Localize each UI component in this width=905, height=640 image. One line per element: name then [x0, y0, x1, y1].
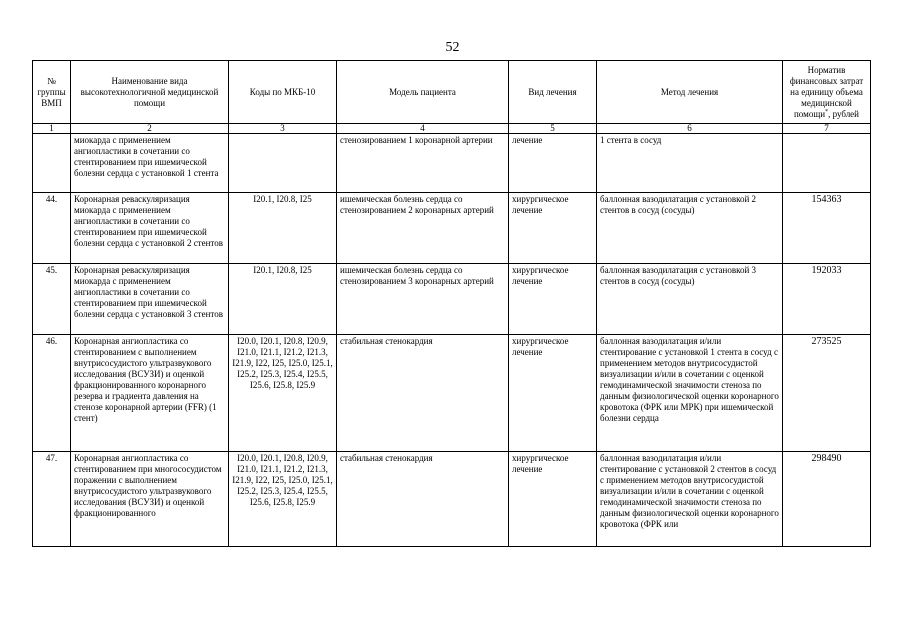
- cell-group: [33, 134, 71, 193]
- header-cost-unit: , рублей: [828, 108, 859, 119]
- cell-icd-codes: I20.1, I20.8, I25: [229, 193, 337, 264]
- cell-cost: 273525: [783, 335, 871, 452]
- header-row: [33, 61, 871, 124]
- column-number-row: [33, 124, 871, 134]
- cell-cost: 192033: [783, 264, 871, 335]
- cell-treatment-method: баллонная вазодилатация с установкой 2 стентов в сосуд (сосуды): [597, 193, 783, 264]
- header-cost-standard: [783, 61, 871, 124]
- header-treatment-method: Метод лечения: [597, 61, 783, 124]
- column-number: 6: [597, 124, 783, 134]
- header-treatment-type: Вид лечения: [509, 61, 597, 124]
- cell-group: 44.: [33, 193, 71, 264]
- table-row: [33, 452, 871, 547]
- column-number: 3: [229, 124, 337, 134]
- cell-treatment-type: лечение: [509, 134, 597, 193]
- column-number: 5: [509, 124, 597, 134]
- cell-patient-model: ишемическая болезнь сердца со стенозированием 2 коронарных артерий: [337, 193, 509, 264]
- cell-patient-model: ишемическая болезнь сердца со стенозированием 3 коронарных артерий: [337, 264, 509, 335]
- cell-cost: 154363: [783, 193, 871, 264]
- cell-treatment-type: хирургическое лечение: [509, 264, 597, 335]
- table-row: [33, 193, 871, 264]
- cell-patient-model: стенозированием 1 коронарной артерии: [337, 134, 509, 193]
- cell-icd-codes: I20.0, I20.1, I20.8, I20.9, I21.0, I21.1, I21.2, I21.3, I21.9, I22, I25, I25.0, I25.1, I25.2, I25.3, I25.4, I25.5, I25.6, I25.8, I25.9: [229, 335, 337, 452]
- cell-icd-codes: I20.1, I20.8, I25: [229, 264, 337, 335]
- cell-treatment-method: баллонная вазодилатация и/или стентирование с установкой 2 стентов в сосуд с применением методов внутрисосудистой визуализации и/или в сочетании с оценкой гемодинамической значимости стеноза по данным физиологической оценки коронарного кровотока (ФРК или: [597, 452, 783, 547]
- cell-icd-codes: [229, 134, 337, 193]
- cell-treatment-method: 1 стента в сосуд: [597, 134, 783, 193]
- cell-group: 46.: [33, 335, 71, 452]
- header-cost-text: Норматив финансовых затрат на единицу объема медицинской помощи: [789, 64, 864, 119]
- cell-care-type: миокарда с применением ангиопластики в сочетании со стентированием при ишемической болезни сердца с установкой 1 стента: [71, 134, 229, 193]
- column-number: 2: [71, 124, 229, 134]
- header-icd-codes: Коды по МКБ-10: [229, 61, 337, 124]
- table-row: [33, 335, 871, 452]
- cell-patient-model: стабильная стенокардия: [337, 452, 509, 547]
- table-row: [33, 264, 871, 335]
- cell-patient-model: стабильная стенокардия: [337, 335, 509, 452]
- cell-treatment-type: хирургическое лечение: [509, 193, 597, 264]
- cell-cost: 298490: [783, 452, 871, 547]
- column-number: 7: [783, 124, 871, 134]
- cell-treatment-type: хирургическое лечение: [509, 452, 597, 547]
- cell-treatment-method: баллонная вазодилатация с установкой 3 стентов в сосуд (сосуды): [597, 264, 783, 335]
- cell-care-type: Коронарная ангиопластика со стентированием при многососудистом поражении с выполнением внутрисосудистого ультразвукового исследования (ВСУЗИ) и оценкой фракционированного: [71, 452, 229, 547]
- header-care-type: Наименование вида высокотехнологичной медицинской помощи: [71, 61, 229, 124]
- cell-care-type: Коронарная реваскуляризация миокарда с применением ангиопластики в сочетании со стентированием при ишемической болезни сердца с установкой 3 стентов: [71, 264, 229, 335]
- header-group-number: № группы ВМП: [33, 61, 71, 124]
- table-row: [33, 134, 871, 193]
- cell-group: 45.: [33, 264, 71, 335]
- header-cost-footnote-mark: *: [825, 108, 829, 115]
- vmp-table: [32, 60, 871, 547]
- cell-icd-codes: I20.0, I20.1, I20.8, I20.9, I21.0, I21.1, I21.2, I21.3, I21.9, I22, I25, I25.0, I25.1, I25.2, I25.3, I25.4, I25.5, I25.6, I25.8, I25.9: [229, 452, 337, 547]
- cell-group: 47.: [33, 452, 71, 547]
- cell-treatment-method: баллонная вазодилатация и/или стентирование с установкой 1 стента в сосуд с применением методов внутрисосудистой визуализации и/или в сочетании с оценкой гемодинамической значимости стеноза по данным физиологической оценки коронарного кровотока (ФРК или МРК) при ишемической болезни сердца: [597, 335, 783, 452]
- cell-care-type: Коронарная реваскуляризация миокарда с применением ангиопластики в сочетании со стентированием при ишемической болезни сердца с установкой 2 стентов: [71, 193, 229, 264]
- page-number: 52: [445, 40, 460, 55]
- cell-treatment-type: хирургическое лечение: [509, 335, 597, 452]
- cell-cost: [783, 134, 871, 193]
- header-patient-model: Модель пациента: [337, 61, 509, 124]
- column-number: 1: [33, 124, 71, 134]
- column-number: 4: [337, 124, 509, 134]
- cell-care-type: Коронарная ангиопластика со стентированием с выполнением внутрисосудистого ультразвукового исследования (ВСУЗИ) и оценкой фракционированного коронарного резерва и градиента давления на стенозе коронарной артерии (FFR) (1 стент): [71, 335, 229, 452]
